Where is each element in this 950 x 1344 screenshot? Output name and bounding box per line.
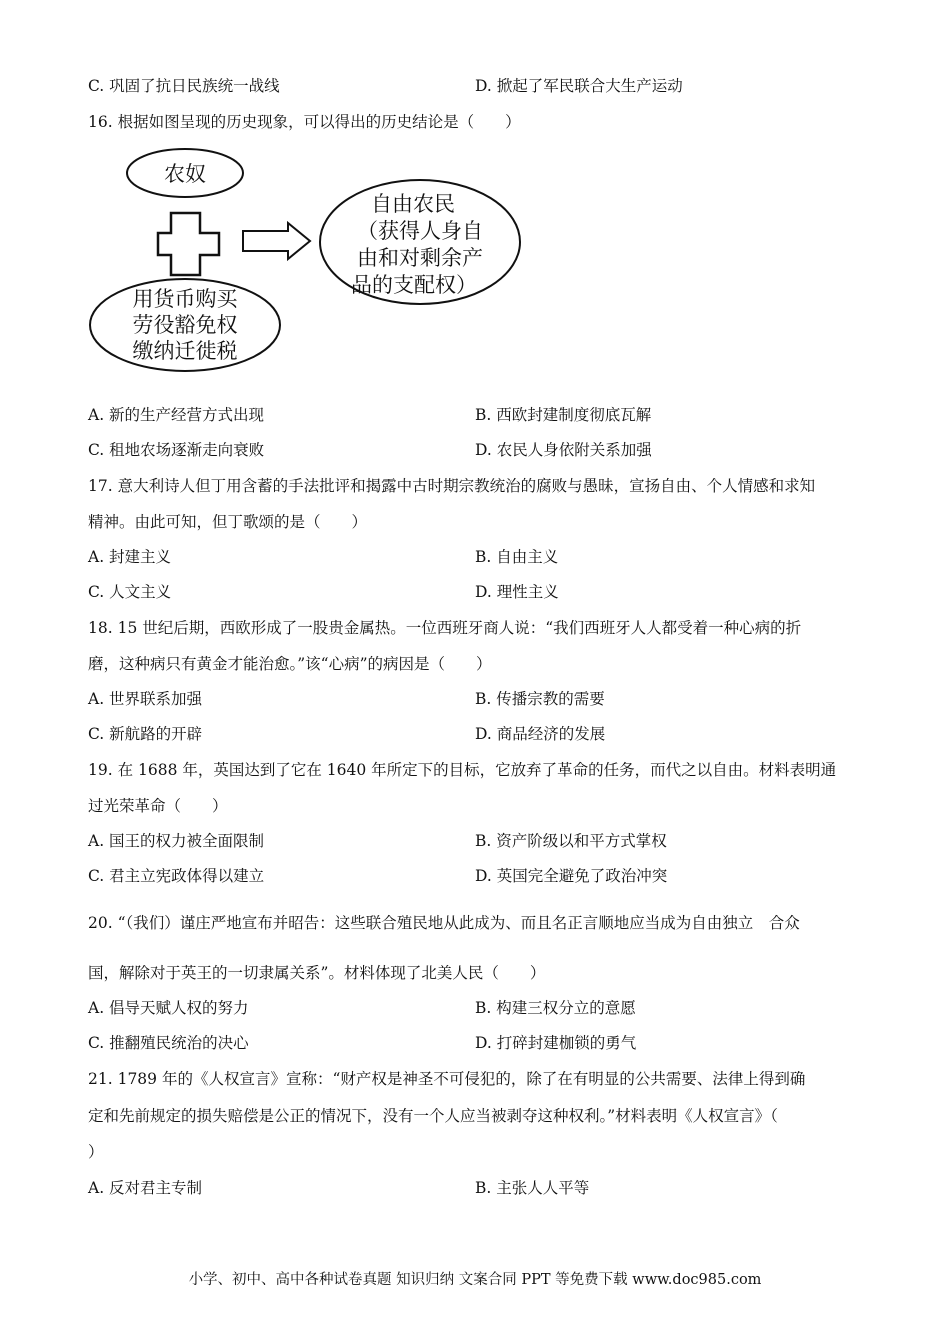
result-line-3: 由和对剩余产 [357,246,483,270]
plus-icon [158,213,219,275]
q17-option-b: B. 自由主义 [475,548,559,566]
q19-option-c: C. 君主立宪政体得以建立 [88,867,265,885]
page-footer: 小学、初中、高中各种试卷真题 知识归纳 文案合同 PPT 等免费下载 www.doc985.com [188,1272,762,1288]
q21-stem-line-3: ） [88,1143,104,1161]
result-line-4: 品的支配权） [351,273,477,297]
q17-option-d: D. 理性主义 [475,583,559,601]
q21-stem-line-2: 定和先前规定的损失赔偿是公正的情况下，没有一个人应当被剥夺这种权利。”材料表明《人权宣言》（ [88,1107,778,1125]
q17-stem-line-2: 精神。由此可知，但丁歌颂的是（ ） [88,513,368,531]
money-line-2: 劳役豁免权 [132,313,238,337]
q17-stem-line-1: 17. 意大利诗人但丁用含蓄的手法批评和揭露中古时期宗教统治的腐败与愚昧，宣扬自由、个人情感和求知 [88,477,816,495]
money-line-3: 缴纳迁徙税 [132,339,238,363]
q18-option-c: C. 新航路的开辟 [88,725,203,743]
q21-option-b: B. 主张人人平等 [475,1179,590,1197]
q20-option-b: B. 构建三权分立的意愿 [475,999,636,1017]
q20-stem-line-1: 20. “（我们）谨庄严地宣布并昭告：这些联合殖民地从此成为、而且名正言顺地应当成为自由独立 合众 [88,914,800,932]
q17-option-c: C. 人文主义 [88,583,172,601]
q17-option-a: A. 封建主义 [88,548,172,566]
result-line-1: 自由农民 [371,192,455,216]
q18-stem-line-2: 磨，这种病只有黄金才能治愈。”该“心病”的病因是（ ） [88,655,492,673]
q16-stem: 16. 根据如图呈现的历史现象，可以得出的历史结论是（ ） [88,113,521,131]
arrow-right-icon [243,223,310,259]
q19-option-b: B. 资产阶级以和平方式掌权 [475,832,667,850]
q19-stem-line-1: 19. 在 1688 年，英国达到了它在 1640 年所定下的目标，它放弃了革命的任务，而代之以自由。材料表明通 [88,761,837,779]
q19-option-a: A. 国王的权力被全面限制 [88,832,265,850]
q20-stem-line-2: 国，解除对于英王的一切隶属关系”。材料体现了北美人民（ ） [88,964,546,982]
q15-option-d: D. 掀起了军民联合大生产运动 [475,77,683,95]
q20-option-a: A. 倡导天赋人权的努力 [88,999,249,1017]
q16-option-c: C. 租地农场逐渐走向衰败 [88,441,265,459]
q16-option-a: A. 新的生产经营方式出现 [88,406,265,424]
money-line-1: 用货币购买 [132,287,238,311]
result-line-2: （获得人身自 [357,219,483,243]
q16-option-d: D. 农民人身依附关系加强 [475,441,652,459]
q18-stem-line-1: 18. 15 世纪后期，西欧形成了一股贵金属热。一位西班牙商人说：“我们西班牙人人都受着一种心病的折 [88,619,802,637]
q18-option-a: A. 世界联系加强 [88,690,203,708]
q16-option-b: B. 西欧封建制度彻底瓦解 [475,406,652,424]
q18-option-d: D. 商品经济的发展 [475,725,606,743]
q21-option-a: A. 反对君主专制 [88,1179,203,1197]
serf-label: 农奴 [164,162,206,186]
q20-option-c: C. 推翻殖民统治的决心 [88,1034,249,1052]
q18-option-b: B. 传播宗教的需要 [475,690,605,708]
q15-option-c: C. 巩固了抗日民族统一战线 [88,77,280,95]
q16-diagram [88,145,538,375]
q20-option-d: D. 打碎封建枷锁的勇气 [475,1034,637,1052]
q19-option-d: D. 英国完全避免了政治冲突 [475,867,668,885]
q19-stem-line-2: 过光荣革命（ ） [88,797,228,815]
q21-stem-line-1: 21. 1789 年的《人权宣言》宣称：“财产权是神圣不可侵犯的，除了在有明显的公共需要、法律上得到确 [88,1070,806,1088]
